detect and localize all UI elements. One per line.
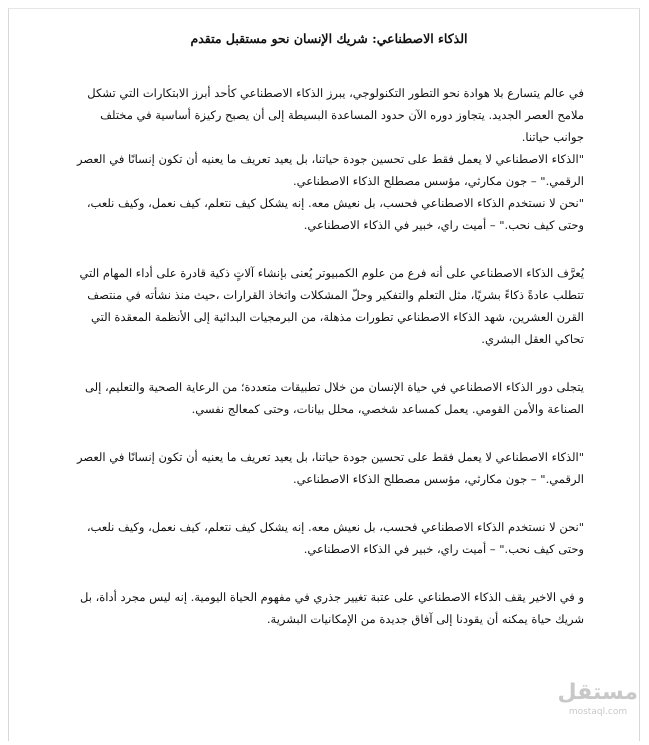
- quote-amit-ray: "نحن لا نستخدم الذكاء الاصطناعي فحسب، بل نعيش معه. إنه يشكل كيف نتعلم، كيف نعمل، وكيف نلعب، وحتى كيف نحب." – أميت راي، خبير في الذكاء الاصطناعي.: [86, 196, 584, 232]
- quote-amit-ray-repeat: "نحن لا نستخدم الذكاء الاصطناعي فحسب، بل نعيش معه. إنه يشكل كيف نتعلم، كيف نعمل، وكيف نلعب، وحتى كيف نحب." – أميت راي، خبير في الذكاء الاصطناعي.: [86, 520, 584, 556]
- applications-paragraph: يتجلى دور الذكاء الاصطناعي في حياة الإنسان من خلال تطبيقات متعددة؛ من الرعاية الصحية والتعليم، إلى الصناعة والأمن القومي. يعمل كمساعد شخصي، محلل بيانات، وحتى كمعالج نفسي.: [85, 380, 584, 416]
- intro-paragraph: في عالم يتسارع بلا هوادة نحو التطور التكنولوجي، يبرز الذكاء الاصطناعي كأحد أبرز الابتكارات التي تشكل ملامح العصر الجديد. يتجاوز دوره الآن حدود المساعدة البسيطة إلى أن يصبح ركيزة أساسية في مختلف جوانب حياتنا.: [87, 86, 584, 144]
- quote-mccarthy-repeat: "الذكاء الاصطناعي لا يعمل فقط على تحسين جودة حياتنا، بل يعيد تعريف ما يعنيه أن تكون إنسانًا في العصر الرقمي." – جون مكارثي، مؤسس مصطلح الذكاء الاصطناعي.: [77, 450, 584, 486]
- watermark-brand: مستقل: [557, 680, 638, 705]
- conclusion-paragraph: و في الاخير يقف الذكاء الاصطناعي على عتبة تغيير جذري في مفهوم الحياة اليومية. إنه ليس مجرد أداة، بل شريك حياة يمكنه أن يقودنا إلى آفاق جديدة من الإمكانيات البشرية.: [80, 590, 584, 626]
- quote-mccarthy: "الذكاء الاصطناعي لا يعمل فقط على تحسين جودة حياتنا، بل يعيد تعريف ما يعنيه أن تكون إنسانًا في العصر الرقمي." – جون مكارثي، مؤسس مصطلح الذكاء الاصطناعي.: [77, 152, 584, 188]
- definition-paragraph: يُعرَّف الذكاء الاصطناعي على أنه فرع من علوم الكمبيوتر يُعنى بإنشاء آلاتٍ ذكية قادرة على أداء المهام التي تتطلب عادةً ذكاءً بشريًا، مثل التعلم والتفكير وحلّ المشكلات واتخاذ القرارات ،حيث منذ نشأته في منتصف القرن العشرين، شهد الذكاء الاصطناعي تطورات مذهلة، من البرمجيات البدائية إلى الأنظمة المعقدة التي تحاكي العقل البشري.: [79, 266, 584, 346]
- mostaql-watermark: [558, 680, 638, 718]
- document-body: [74, 20, 584, 630]
- document-title: الذكاء الاصطناعي: شريك الإنسان نحو مستقبل متقدم: [190, 31, 468, 46]
- watermark-domain: mostaql.com: [568, 707, 628, 717]
